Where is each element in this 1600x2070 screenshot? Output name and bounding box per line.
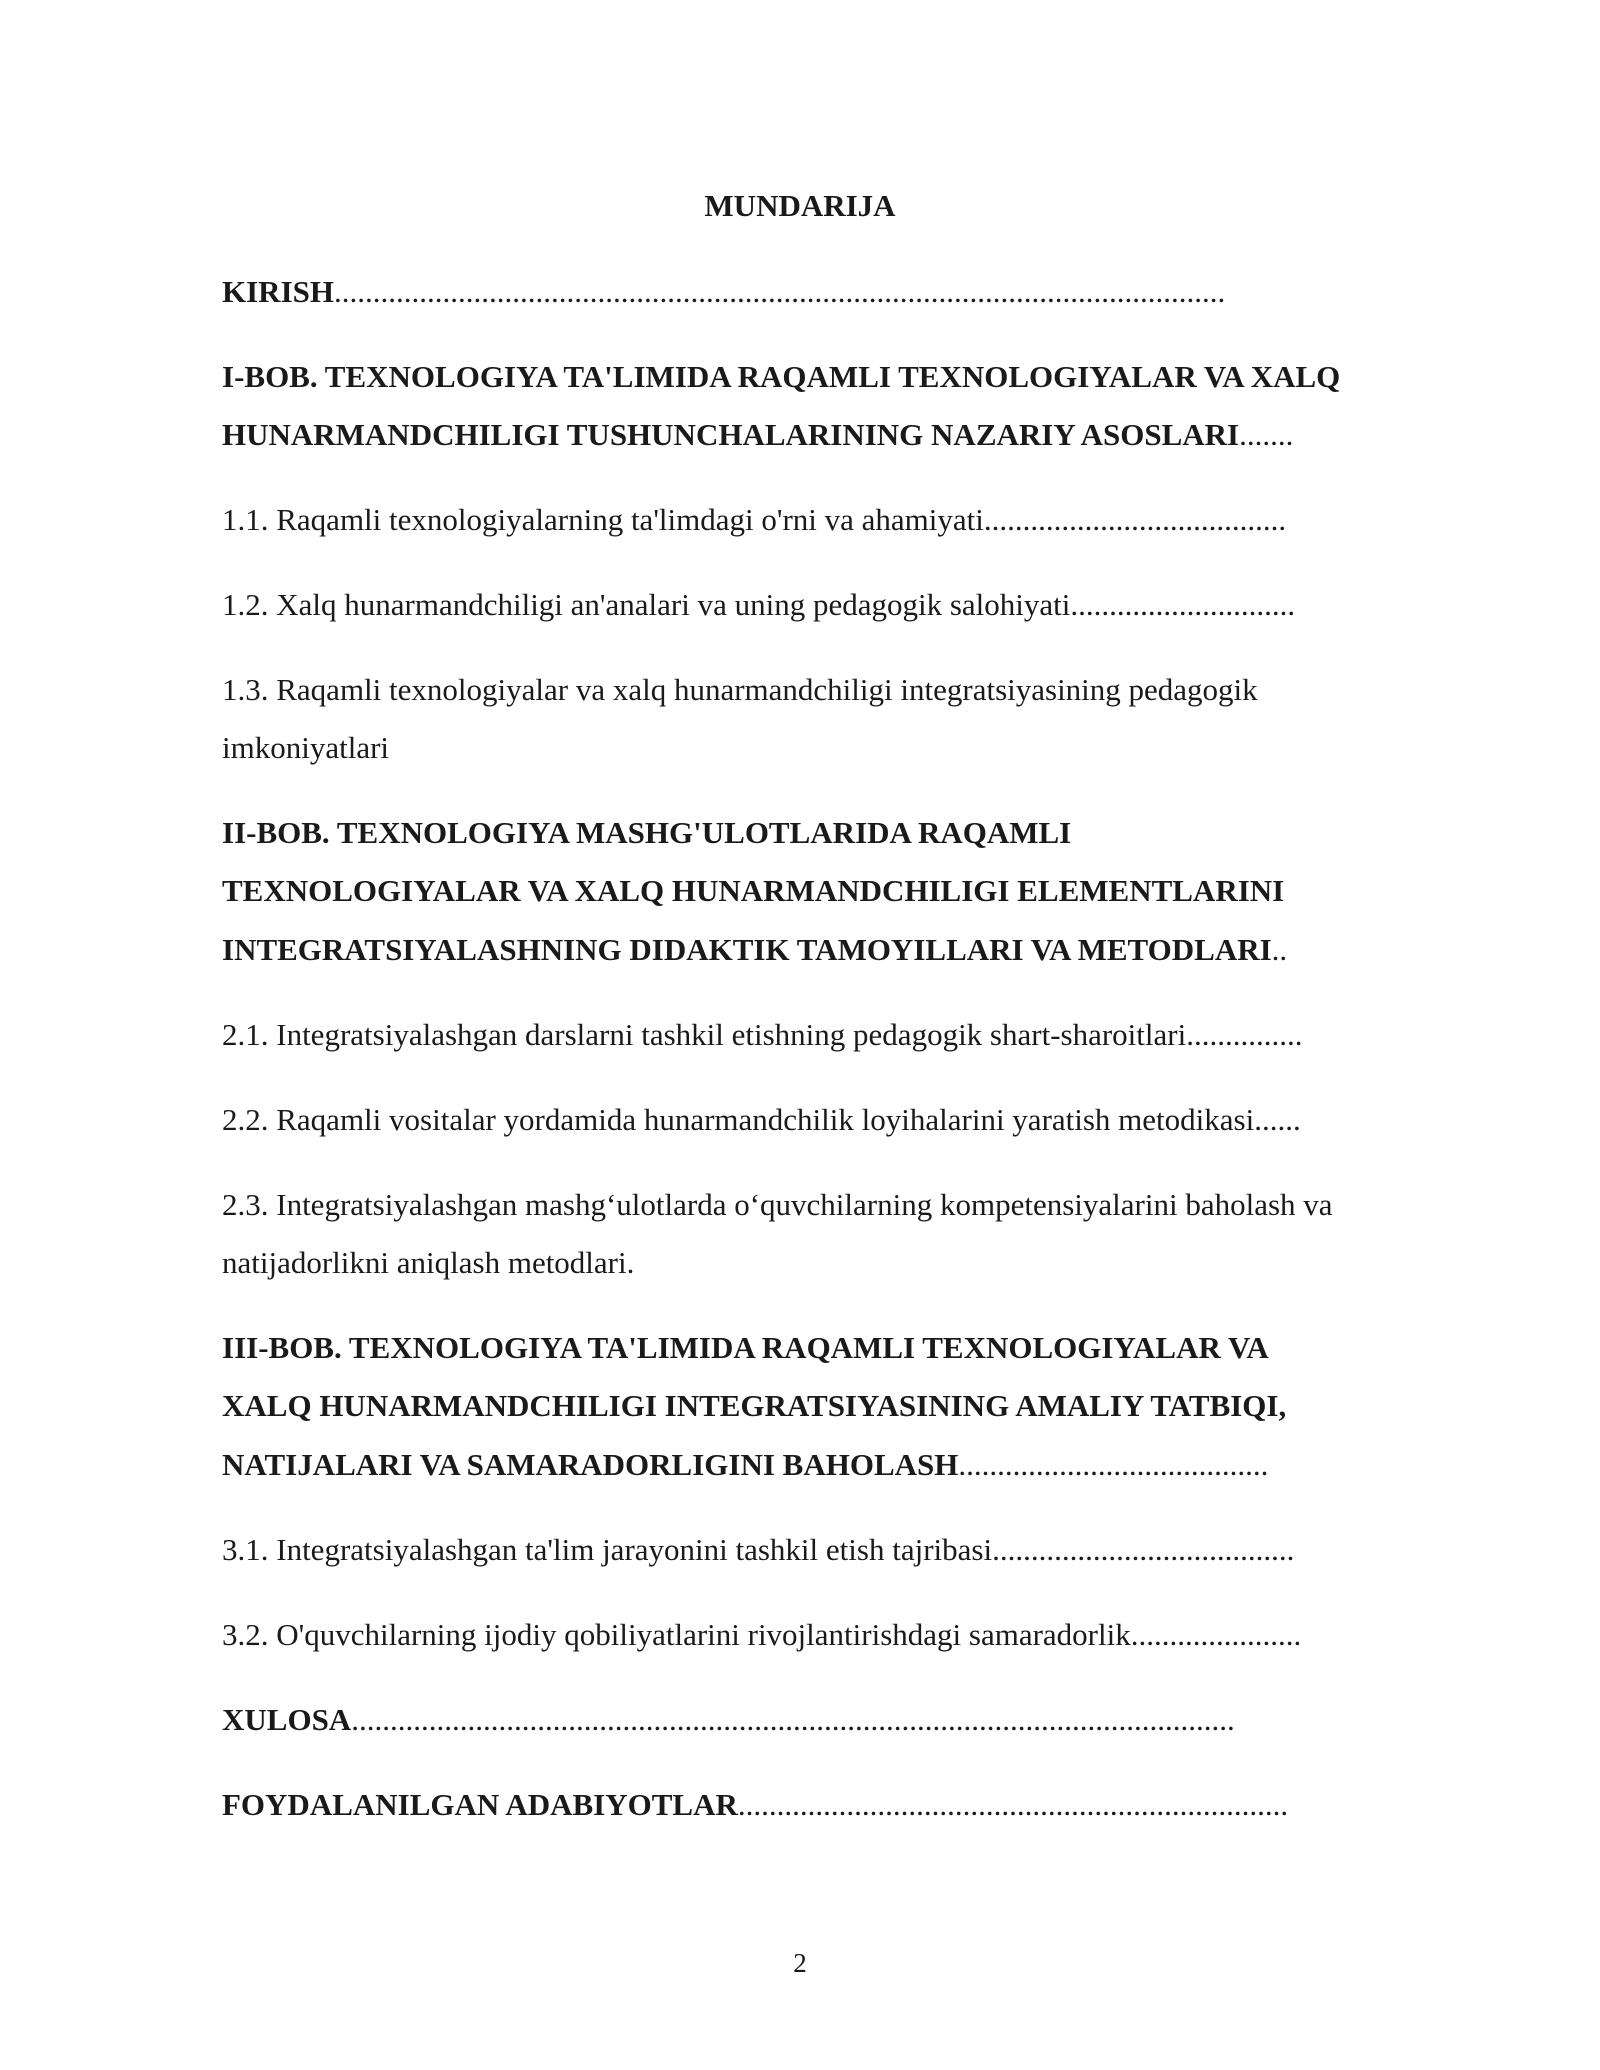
- toc-entry-text: TEXNOLOGIYALAR VA XALQ HUNARMANDCHILIGI ELEMENTLARINI: [222, 873, 1285, 908]
- toc-entry-text: 1.3. Raqamli texnologiyalar va xalq hunarmandchiligi integratsiyasining pedagogik: [222, 672, 1258, 707]
- toc-leader-dots: ..................................................................................................................: [351, 1702, 1235, 1737]
- toc-entry-text: III-BOB. TEXNOLOGIYA TA'LIMIDA RAQAMLI TEXNOLOGIYALAR VA: [222, 1330, 1269, 1365]
- toc-leader-dots: .......................................: [983, 502, 1287, 537]
- toc-chapter-1-line-1: [222, 347, 1404, 406]
- toc-section-2-2: [222, 1090, 1404, 1149]
- toc-entry-text: HUNARMANDCHILIGI TUSHUNCHALARINING NAZARIY ASOSLARI: [222, 417, 1240, 452]
- toc-entry-adabiyotlar: [222, 1775, 1404, 1834]
- toc-section-3-2: [222, 1605, 1404, 1664]
- toc-entry-text: 3.1. Integratsiyalashgan ta'lim jarayonini tashkil etish tajribasi: [222, 1532, 993, 1567]
- toc-entry-text: FOYDALANILGAN ADABIYOTLAR: [222, 1787, 738, 1822]
- toc-section-3-1: [222, 1520, 1404, 1579]
- toc-entry-text: imkoniyatlari: [222, 730, 390, 765]
- toc-entry-text: 1.2. Xalq hunarmandchiligi an'analari va uning pedagogik salohiyati: [222, 587, 1071, 622]
- toc-section-1-2: [222, 575, 1404, 634]
- toc-section-2-3-line-2: [222, 1233, 1404, 1292]
- toc-entry-text: NATIJALARI VA SAMARADORLIGINI BAHOLASH: [222, 1447, 959, 1482]
- toc-entry-text: II-BOB. TEXNOLOGIYA MASHG'ULOTLARIDA RAQAMLI: [222, 815, 1072, 850]
- toc-section-2-3-line-1: [222, 1175, 1404, 1234]
- toc-entry-text: 1.1. Raqamli texnologiyalarning ta'limdagi o'rni va ahamiyati: [222, 502, 984, 537]
- toc-entry-kirish: [222, 262, 1404, 321]
- toc-leader-dots: .......: [1239, 417, 1294, 452]
- toc-chapter-1-line-2: [222, 405, 1404, 464]
- toc-section-2-1: [222, 1005, 1404, 1064]
- toc-entry-text: 3.2. O'quvchilarning ijodiy qobiliyatlarini rivojlantirishdagi samaradorlik: [222, 1617, 1131, 1652]
- page-number: 2: [793, 1948, 807, 1978]
- toc-entry-text: natijadorlikni aniqlash metodlari.: [222, 1245, 635, 1280]
- toc-leader-dots: .......................................................................: [737, 1787, 1289, 1822]
- toc-section-1-1: [222, 490, 1404, 549]
- toc-entry-text: I-BOB. TEXNOLOGIYA TA'LIMIDA RAQAMLI TEXNOLOGIYALAR VA XALQ: [222, 359, 1341, 394]
- toc-chapter-2-line-1: [222, 803, 1404, 862]
- toc-entry-text: INTEGRATSIYALASHNING DIDAKTIK TAMOYILLARI VA METODLARI: [222, 932, 1272, 967]
- toc-leader-dots: .............................: [1070, 587, 1296, 622]
- toc-section-1-3-line-1: [222, 660, 1404, 719]
- toc-leader-dots: ......: [1254, 1102, 1301, 1137]
- toc-chapter-2-line-3: [222, 920, 1404, 979]
- toc-section-1-3-line-2: [222, 718, 1404, 777]
- toc-leader-dots: ..: [1271, 932, 1288, 967]
- toc-leader-dots: ...............: [1186, 1017, 1303, 1052]
- toc-entry-xulosa: [222, 1690, 1404, 1749]
- toc-entry-text: XALQ HUNARMANDCHILIGI INTEGRATSIYASINING AMALIY TATBIQI,: [222, 1388, 1287, 1423]
- toc-entry-text: 2.2. Raqamli vositalar yordamida hunarmandchilik loyihalarini yaratish metodikasi: [222, 1102, 1255, 1137]
- toc-entry-text: 2.3. Integratsiyalashgan mashg‘ulotlarda o‘quvchilarning kompetensiyalarini baholash va: [222, 1187, 1333, 1222]
- toc-chapter-3-line-2: [222, 1376, 1404, 1435]
- toc-chapter-2-line-2: [222, 861, 1404, 920]
- toc-leader-dots: ......................: [1130, 1617, 1302, 1652]
- toc-entry-text: KIRISH: [222, 274, 334, 309]
- toc-leader-dots: ...................................................................................................................: [333, 274, 1226, 309]
- toc-entry-text: 2.1. Integratsiyalashgan darslarni tashkil etishning pedagogik shart-sharoitlari: [222, 1017, 1187, 1052]
- toc-chapter-3-line-3: [222, 1435, 1404, 1494]
- toc-entry-text: XULOSA: [222, 1702, 352, 1737]
- page-title: MUNDARIJA: [704, 188, 896, 223]
- toc-chapter-3-line-1: [222, 1318, 1404, 1377]
- toc-leader-dots: .......................................: [992, 1532, 1295, 1567]
- toc-leader-dots: ........................................: [958, 1447, 1269, 1482]
